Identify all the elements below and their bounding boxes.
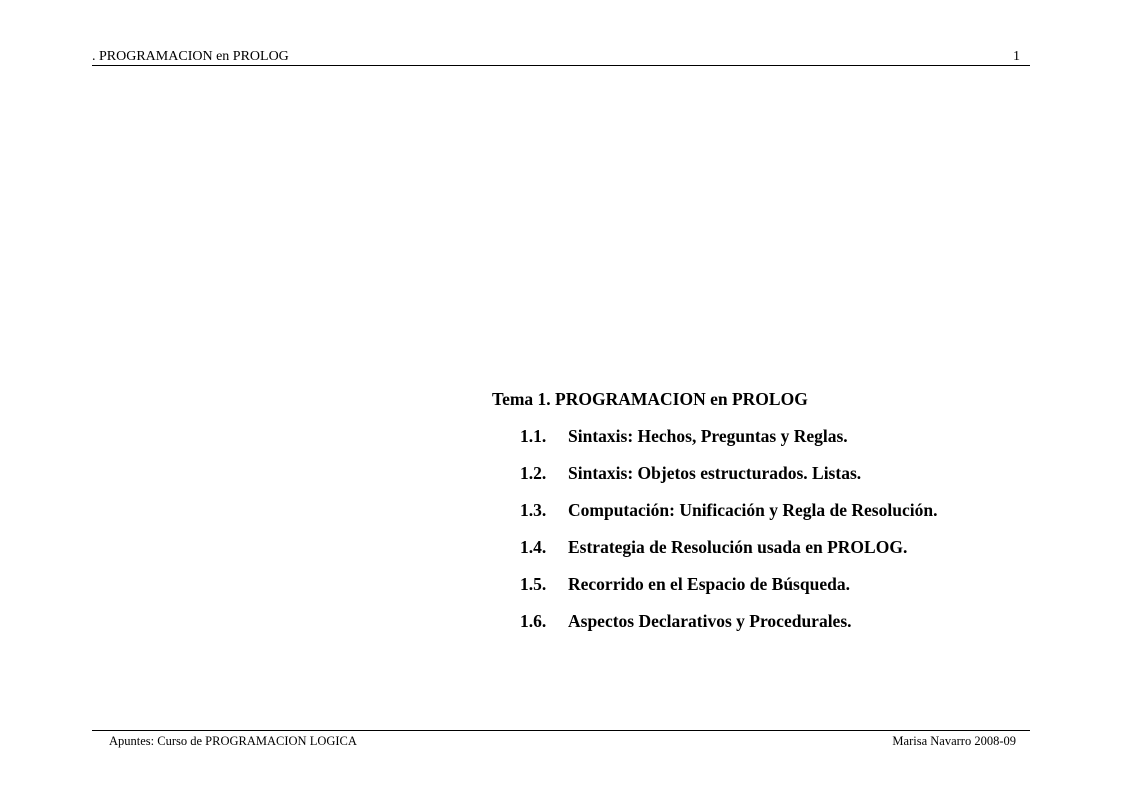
toc-item	[520, 536, 937, 558]
page-header	[92, 49, 1030, 66]
page-footer	[92, 730, 1030, 748]
page-number: 1	[1013, 49, 1020, 64]
footer-author: Marisa Navarro 2008-09	[892, 734, 1016, 748]
toc-item-label: Sintaxis: Objetos estructurados. Listas.	[568, 463, 862, 483]
toc-item	[520, 573, 937, 595]
toc-item-label: Aspectos Declarativos y Procedurales.	[568, 611, 852, 631]
table-of-contents	[492, 388, 937, 647]
toc-item	[520, 610, 937, 632]
toc-item-label: Sintaxis: Hechos, Preguntas y Reglas.	[568, 426, 848, 446]
toc-item-label: Estrategia de Resolución usada en PROLOG.	[568, 537, 908, 557]
toc-heading: Tema 1. PROGRAMACION en PROLOG	[492, 389, 808, 409]
toc-item-number: 1.6.	[520, 611, 547, 631]
toc-item-number: 1.4.	[520, 537, 547, 557]
toc-item-number: 1.2.	[520, 463, 547, 483]
header-title: . PROGRAMACION en PROLOG	[92, 49, 289, 64]
toc-item	[520, 499, 937, 521]
toc-item-number: 1.3.	[520, 500, 547, 520]
footer-course: Apuntes: Curso de PROGRAMACION LOGICA	[109, 734, 357, 748]
toc-item-number: 1.5.	[520, 574, 547, 594]
toc-item	[520, 462, 937, 484]
toc-item-label: Recorrido en el Espacio de Búsqueda.	[568, 574, 850, 594]
toc-item	[520, 425, 937, 447]
toc-item-number: 1.1.	[520, 426, 547, 446]
toc-item-label: Computación: Unificación y Regla de Resolución.	[568, 500, 938, 520]
